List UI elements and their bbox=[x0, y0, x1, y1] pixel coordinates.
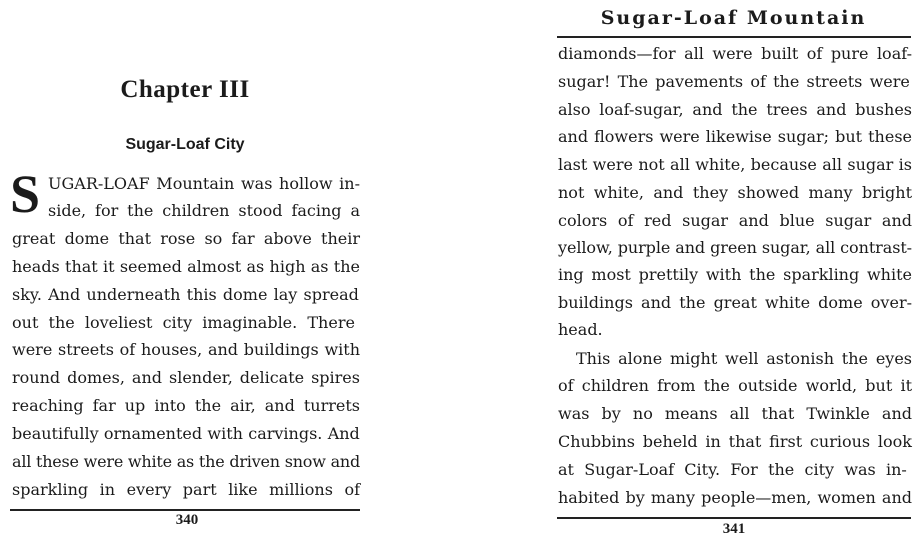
text-line: heads that it seemed almost as high as the bbox=[12, 257, 360, 276]
text-line: beautifully ornamented with carvings. And bbox=[12, 424, 360, 443]
running-head: Sugar-Loaf Mountain bbox=[600, 7, 867, 29]
text-line: of children from the outside world, but it bbox=[558, 376, 912, 395]
text-line: out the loveliest city imaginable. There bbox=[12, 313, 355, 332]
text-line: not white, and they showed many bright bbox=[558, 183, 912, 202]
page-number: 341 bbox=[722, 521, 746, 537]
text-line: diamonds—for all were built of pure loaf- bbox=[558, 44, 912, 63]
text-line: all these were white as the driven snow and bbox=[12, 452, 361, 471]
text-line: yellow, purple and green sugar, all contrast- bbox=[558, 238, 913, 257]
page-number: 340 bbox=[175, 512, 199, 528]
text-line: at Sugar-Loaf City. For the city was in- bbox=[558, 460, 907, 479]
chapter-title: Chapter III bbox=[120, 76, 250, 103]
text-line: side, for the children stood facing a bbox=[48, 201, 360, 220]
text-line: colors of red sugar and blue sugar and bbox=[558, 211, 912, 230]
text-line: habited by many people—men, women and bbox=[558, 488, 912, 507]
text-line: head. bbox=[558, 320, 603, 339]
text-line: ing most prettily with the sparkling white bbox=[558, 265, 912, 284]
text-line: sky. And underneath this dome lay spread bbox=[12, 285, 359, 304]
text-line: UGAR-LOAF Mountain was hollow in- bbox=[48, 174, 360, 193]
text-line: round domes, and slender, delicate spires bbox=[12, 368, 360, 387]
text-line: were streets of houses, and buildings with bbox=[12, 340, 360, 359]
left-page bbox=[0, 0, 370, 541]
text-line: sparkling in every part like millions of bbox=[12, 480, 360, 499]
text-line: sugar! The pavements of the streets were bbox=[558, 72, 910, 91]
text-line: last were not all white, because all sugar is bbox=[558, 155, 912, 174]
text-line: great dome that rose so far above their bbox=[12, 229, 360, 248]
text-line: Chubbins beheld in that first curious look bbox=[558, 432, 912, 451]
section-title: Sugar-Loaf City bbox=[125, 136, 245, 153]
text-line: and flowers were likewise sugar; but these bbox=[558, 127, 912, 146]
footer-rule bbox=[10, 509, 360, 511]
drop-cap: S bbox=[10, 164, 41, 224]
text-line: This alone might well astonish the eyes bbox=[576, 349, 912, 368]
text-line: buildings and the great white dome over- bbox=[558, 293, 912, 312]
text-line: also loaf-sugar, and the trees and bushes bbox=[558, 100, 912, 119]
text-line: was by no means all that Twinkle and bbox=[558, 404, 912, 423]
footer-rule bbox=[557, 517, 911, 519]
header-rule bbox=[557, 36, 911, 38]
right-page bbox=[548, 0, 919, 541]
text-line: reaching far up into the air, and turrets bbox=[12, 396, 360, 415]
